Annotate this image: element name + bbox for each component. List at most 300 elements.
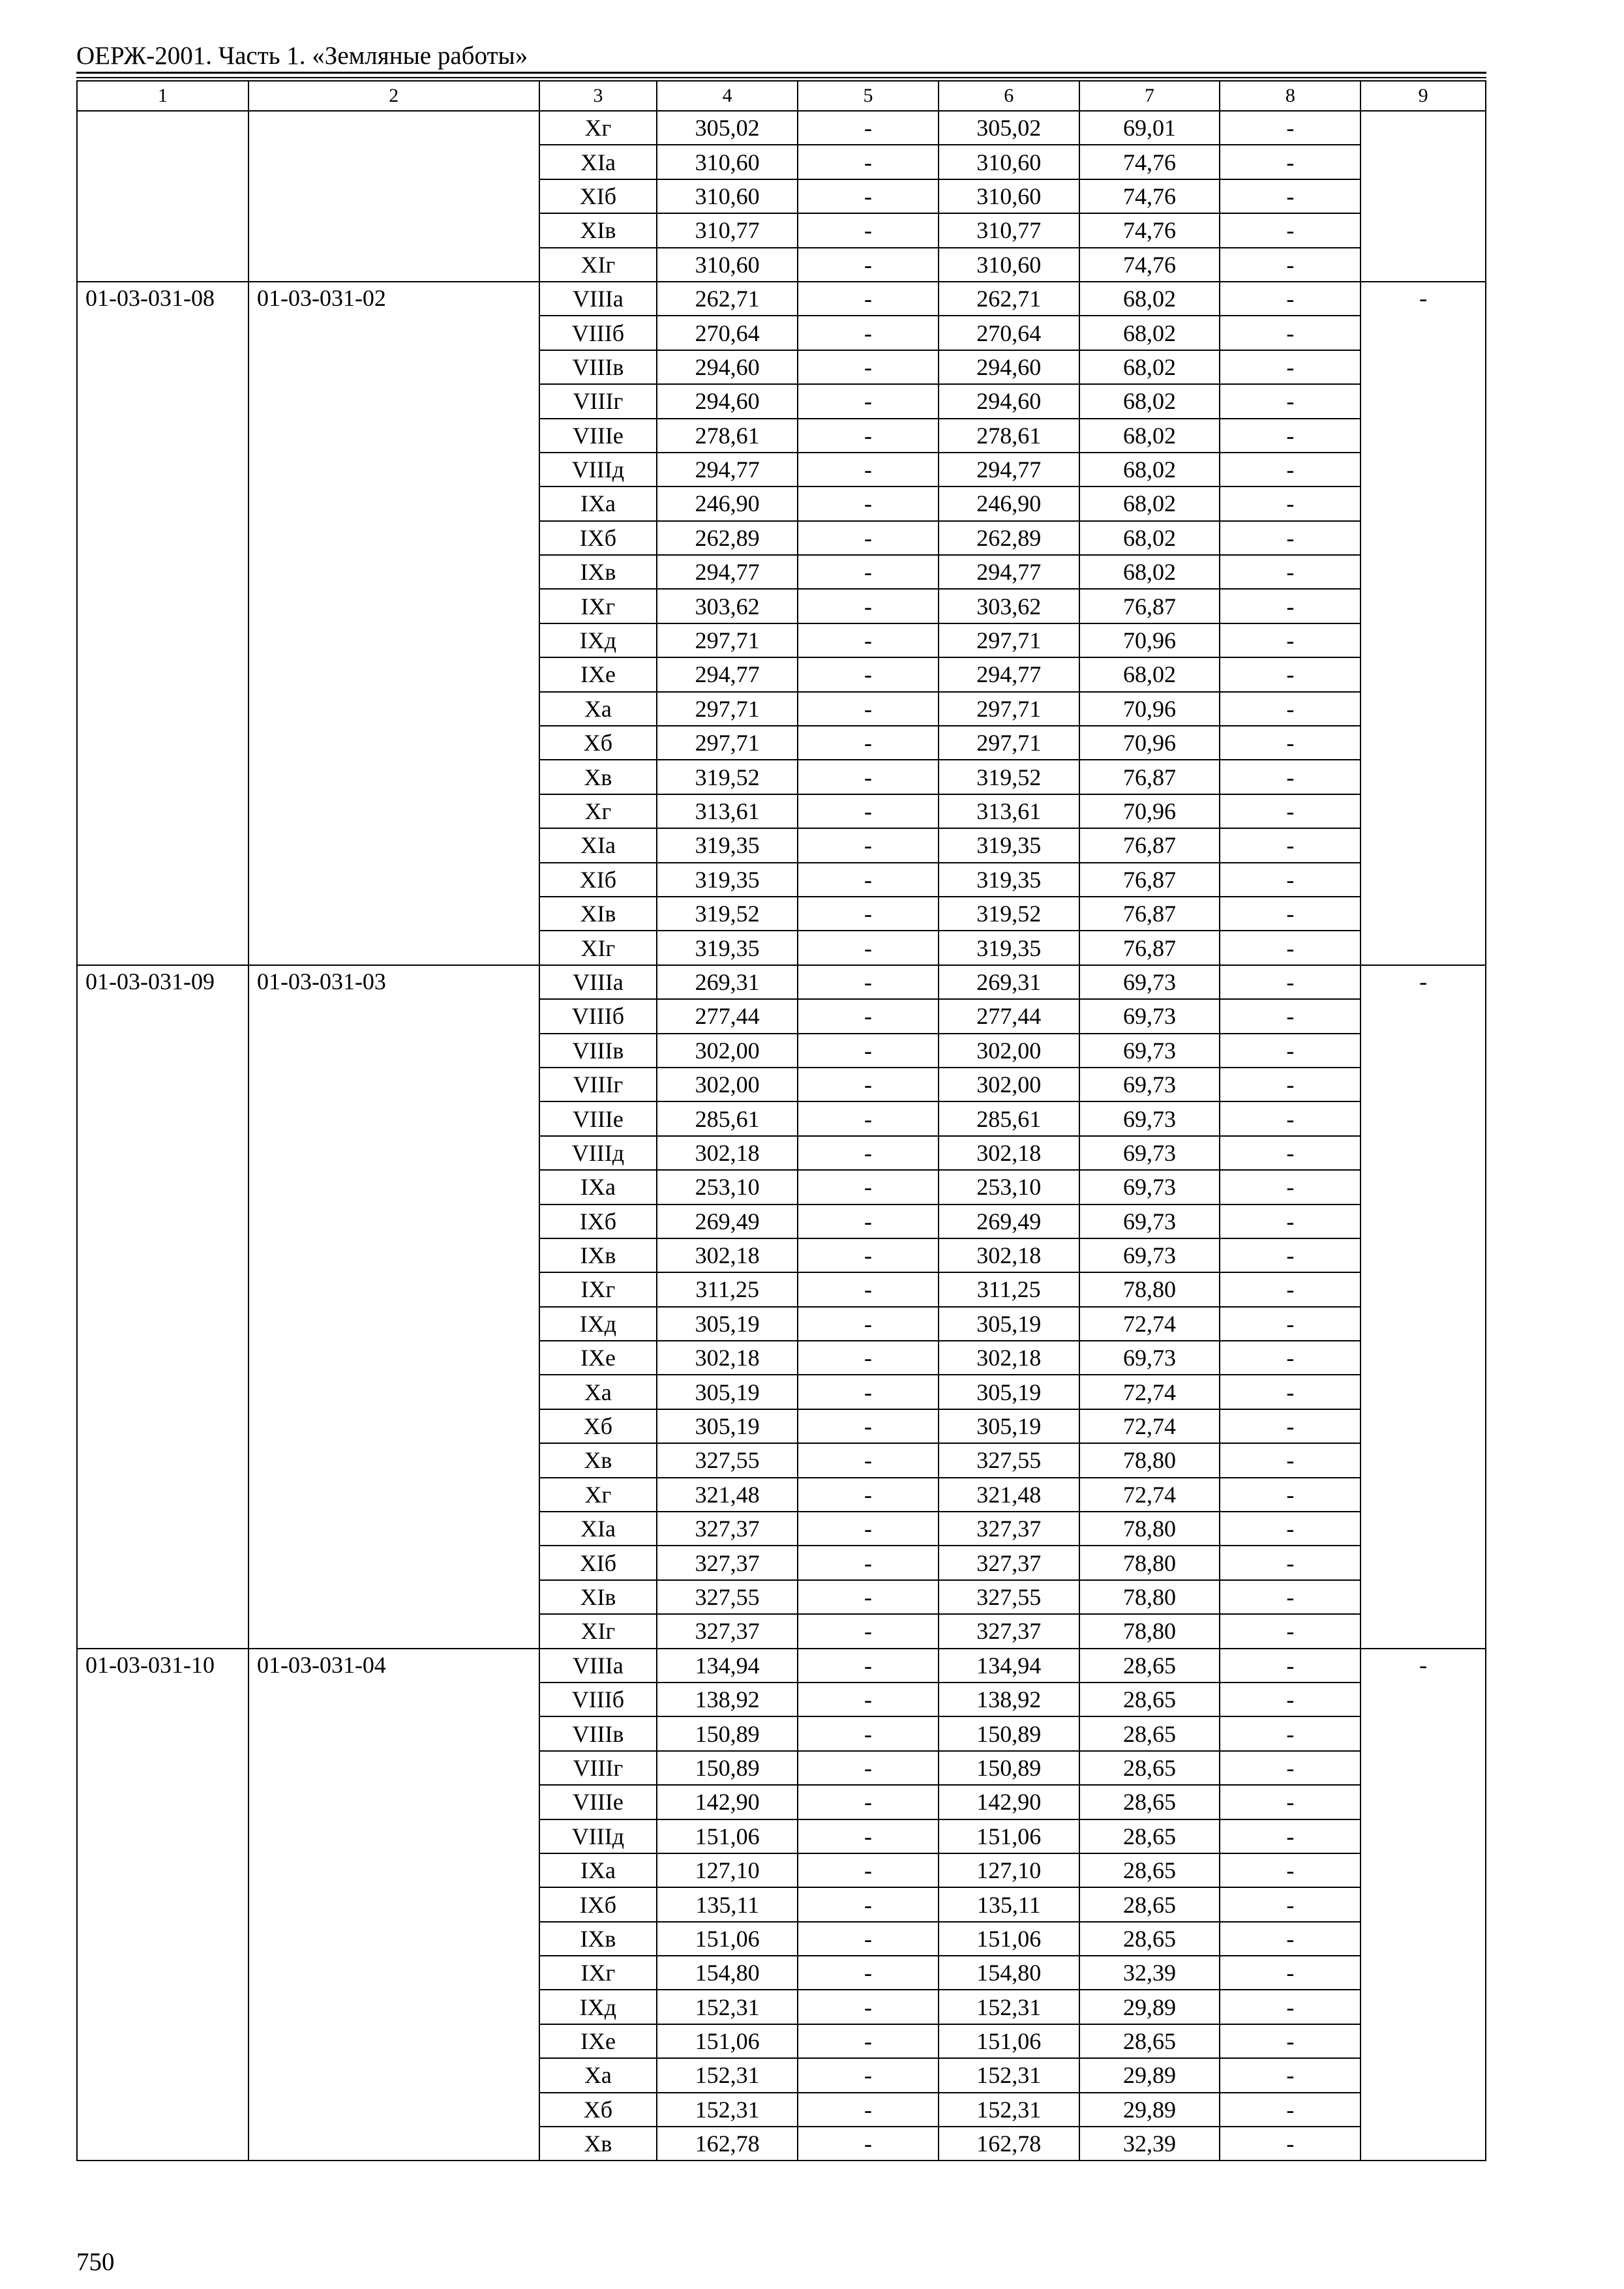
column-5-value: - xyxy=(798,2058,939,2092)
column-7-value: 69,73 xyxy=(1079,1341,1220,1375)
column-6-value: 152,31 xyxy=(939,2058,1079,2092)
total-cost: 262,89 xyxy=(657,521,798,555)
column-5-value: - xyxy=(798,1170,939,1204)
column-5-value: - xyxy=(798,1649,939,1683)
total-cost: 134,94 xyxy=(657,1649,798,1683)
soil-group: IXг xyxy=(539,1956,657,1990)
column-5-value: - xyxy=(798,863,939,897)
column-7-value: 76,87 xyxy=(1079,931,1220,965)
soil-group: XIa xyxy=(539,1512,657,1546)
column-6-value: 138,92 xyxy=(939,1683,1079,1716)
column-8-value: - xyxy=(1220,213,1361,247)
column-7-value: 74,76 xyxy=(1079,145,1220,179)
column-6-value: 294,60 xyxy=(939,350,1079,384)
column-5-value: - xyxy=(798,623,939,657)
column-7-value: 72,74 xyxy=(1079,1409,1220,1443)
total-cost: 269,31 xyxy=(657,965,798,999)
column-8-value: - xyxy=(1220,1819,1361,1853)
soil-group: XIб xyxy=(539,863,657,897)
column-6-value: 277,44 xyxy=(939,999,1079,1033)
column-7-value: 68,02 xyxy=(1079,555,1220,589)
total-cost: 302,18 xyxy=(657,1238,798,1272)
total-cost: 327,55 xyxy=(657,1580,798,1614)
column-7-value: 78,80 xyxy=(1079,1580,1220,1614)
column-5-value: - xyxy=(798,1204,939,1238)
column-7-value: 32,39 xyxy=(1079,1956,1220,1990)
column-7-value: 76,87 xyxy=(1079,863,1220,897)
total-cost: 127,10 xyxy=(657,1853,798,1887)
total-cost: 310,60 xyxy=(657,179,798,213)
column-6-value: 327,37 xyxy=(939,1614,1079,1648)
column-5-value: - xyxy=(798,1034,939,1068)
column-8-value: - xyxy=(1220,931,1361,965)
soil-group: VIIIб xyxy=(539,999,657,1033)
total-cost: 305,19 xyxy=(657,1307,798,1341)
column-8-value: - xyxy=(1220,1683,1361,1716)
column-5-value: - xyxy=(798,999,939,1033)
soil-group: VIIIв xyxy=(539,350,657,384)
soil-group: VIIIa xyxy=(539,965,657,999)
soil-group: VIIIг xyxy=(539,384,657,418)
total-cost: 319,35 xyxy=(657,828,798,862)
column-number: 3 xyxy=(539,81,657,111)
column-6-value: 150,89 xyxy=(939,1751,1079,1785)
column-number: 9 xyxy=(1361,81,1486,111)
column-7-value: 70,96 xyxy=(1079,726,1220,760)
column-5-value: - xyxy=(798,486,939,520)
total-cost: 327,37 xyxy=(657,1546,798,1579)
total-cost: 321,48 xyxy=(657,1478,798,1512)
column-8-value: - xyxy=(1220,863,1361,897)
total-cost: 294,60 xyxy=(657,384,798,418)
column-6-value: 310,60 xyxy=(939,179,1079,213)
column-8-value: - xyxy=(1220,1478,1361,1512)
column-8-value: - xyxy=(1220,282,1361,316)
soil-group: Xб xyxy=(539,726,657,760)
column-5-value: - xyxy=(798,350,939,384)
soil-group: VIIIг xyxy=(539,1068,657,1101)
column-number: 1 xyxy=(77,81,248,111)
column-8-value: - xyxy=(1220,2024,1361,2058)
table-row xyxy=(77,282,1486,316)
column-6-value: 305,19 xyxy=(939,1409,1079,1443)
soil-group: VIIIa xyxy=(539,1649,657,1683)
column-5-value: - xyxy=(798,1272,939,1306)
soil-group: XIв xyxy=(539,213,657,247)
column-7-value: 70,96 xyxy=(1079,794,1220,828)
soil-group: IXб xyxy=(539,521,657,555)
soil-group: IXa xyxy=(539,1853,657,1887)
column-7-value: 28,65 xyxy=(1079,1853,1220,1887)
column-7-value: 72,74 xyxy=(1079,1375,1220,1409)
column-7-value: 78,80 xyxy=(1079,1614,1220,1648)
column-6-value: 327,37 xyxy=(939,1546,1079,1579)
total-cost: 319,35 xyxy=(657,931,798,965)
column-7-value: 29,89 xyxy=(1079,1990,1220,2024)
column-8-value: - xyxy=(1220,384,1361,418)
column-7-value: 68,02 xyxy=(1079,453,1220,486)
column-6-value: 310,77 xyxy=(939,213,1079,247)
total-cost: 303,62 xyxy=(657,589,798,623)
column-6-value: 134,94 xyxy=(939,1649,1079,1683)
column-6-value: 303,62 xyxy=(939,589,1079,623)
column-6-value: 302,18 xyxy=(939,1341,1079,1375)
column-6-value: 285,61 xyxy=(939,1101,1079,1135)
column-5-value: - xyxy=(798,1956,939,1990)
column-5-value: - xyxy=(798,521,939,555)
column-8-value: - xyxy=(1220,1922,1361,1956)
column-7-value: 74,76 xyxy=(1079,179,1220,213)
column-7-value: 78,80 xyxy=(1079,1512,1220,1546)
soil-group: Xa xyxy=(539,2058,657,2092)
header-rule-thin xyxy=(76,77,1486,78)
total-cost: 246,90 xyxy=(657,486,798,520)
column-6-value: 319,35 xyxy=(939,863,1079,897)
column-7-value: 74,76 xyxy=(1079,213,1220,247)
column-7-value: 28,65 xyxy=(1079,1922,1220,1956)
column-5-value: - xyxy=(798,145,939,179)
column-7-value: 28,65 xyxy=(1079,1683,1220,1716)
total-cost: 310,60 xyxy=(657,145,798,179)
soil-group: XIг xyxy=(539,931,657,965)
total-cost: 319,35 xyxy=(657,863,798,897)
column-8-value: - xyxy=(1220,1614,1361,1648)
column-5-value: - xyxy=(798,1068,939,1101)
column-7-value: 28,65 xyxy=(1079,1751,1220,1785)
column-7-value: 68,02 xyxy=(1079,316,1220,350)
column-8-value: - xyxy=(1220,316,1361,350)
column-5-value: - xyxy=(798,897,939,931)
column-7-value: 68,02 xyxy=(1079,521,1220,555)
soil-group: VIIIв xyxy=(539,1716,657,1750)
total-cost: 297,71 xyxy=(657,692,798,726)
column-6-value: 294,77 xyxy=(939,453,1079,486)
rates-table xyxy=(76,80,1486,2161)
soil-group: IXд xyxy=(539,623,657,657)
table-body xyxy=(77,81,1486,2161)
column-6-value: 302,18 xyxy=(939,1136,1079,1170)
column-number: 2 xyxy=(248,81,539,111)
column-5-value: - xyxy=(798,828,939,862)
column-7-value: 28,65 xyxy=(1079,1716,1220,1750)
column-6-value: 305,02 xyxy=(939,111,1079,145)
column-7-value: 78,80 xyxy=(1079,1443,1220,1477)
column-6-value: 327,55 xyxy=(939,1443,1079,1477)
total-cost: 310,60 xyxy=(657,248,798,282)
column-5-value: - xyxy=(798,726,939,760)
total-cost: 327,37 xyxy=(657,1614,798,1648)
column-7-value: 76,87 xyxy=(1079,589,1220,623)
column-6-value: 319,52 xyxy=(939,897,1079,931)
soil-group: IXг xyxy=(539,1272,657,1306)
total-cost: 152,31 xyxy=(657,1990,798,2024)
column-9-value: - xyxy=(1361,965,1486,1649)
column-5-value: - xyxy=(798,760,939,794)
column-6-value: 327,37 xyxy=(939,1512,1079,1546)
column-5-value: - xyxy=(798,1512,939,1546)
column-number: 5 xyxy=(798,81,939,111)
column-8-value: - xyxy=(1220,1785,1361,1819)
total-cost: 305,19 xyxy=(657,1409,798,1443)
column-7-value: 28,65 xyxy=(1079,1887,1220,1921)
total-cost: 313,61 xyxy=(657,794,798,828)
column-5-value: - xyxy=(798,1853,939,1887)
column-8-value: - xyxy=(1220,1649,1361,1683)
column-7-value: 32,39 xyxy=(1079,2127,1220,2161)
column-8-value: - xyxy=(1220,1990,1361,2024)
column-5-value: - xyxy=(798,1614,939,1648)
total-cost: 151,06 xyxy=(657,2024,798,2058)
column-8-value: - xyxy=(1220,657,1361,691)
column-8-value: - xyxy=(1220,555,1361,589)
soil-group: IXе xyxy=(539,2024,657,2058)
total-cost: 150,89 xyxy=(657,1751,798,1785)
soil-group: Xa xyxy=(539,692,657,726)
soil-group: VIIIб xyxy=(539,316,657,350)
column-5-value: - xyxy=(798,931,939,965)
column-7-value: 78,80 xyxy=(1079,1272,1220,1306)
total-cost: 262,71 xyxy=(657,282,798,316)
total-cost: 135,11 xyxy=(657,1887,798,1921)
soil-group: IXд xyxy=(539,1307,657,1341)
column-5-value: - xyxy=(798,1922,939,1956)
table-row xyxy=(77,111,1486,145)
soil-group: IXa xyxy=(539,1170,657,1204)
column-8-value: - xyxy=(1220,2058,1361,2092)
column-8-value: - xyxy=(1220,726,1361,760)
column-7-value: 68,02 xyxy=(1079,384,1220,418)
column-7-value: 72,74 xyxy=(1079,1307,1220,1341)
column-8-value: - xyxy=(1220,1887,1361,1921)
soil-group: IXв xyxy=(539,1922,657,1956)
rate-code: 01-03-031-08 xyxy=(77,282,248,965)
soil-group: IXг xyxy=(539,589,657,623)
soil-group: IXв xyxy=(539,1238,657,1272)
column-6-value: 319,52 xyxy=(939,760,1079,794)
soil-group: VIIIб xyxy=(539,1683,657,1716)
running-header: ОЕРЖ-2001. Часть 1. «Земляные работы» xyxy=(76,42,528,70)
soil-group: IXе xyxy=(539,1341,657,1375)
reference-code: 01-03-031-04 xyxy=(248,1649,539,2161)
total-cost: 305,02 xyxy=(657,111,798,145)
column-6-value: 297,71 xyxy=(939,692,1079,726)
column-8-value: - xyxy=(1220,1853,1361,1887)
total-cost: 285,61 xyxy=(657,1101,798,1135)
column-7-value: 68,02 xyxy=(1079,419,1220,453)
soil-group: Xв xyxy=(539,2127,657,2161)
column-8-value: - xyxy=(1220,1204,1361,1238)
soil-group: XIa xyxy=(539,145,657,179)
column-7-value: 69,73 xyxy=(1079,1034,1220,1068)
column-number: 7 xyxy=(1079,81,1220,111)
total-cost: 270,64 xyxy=(657,316,798,350)
column-8-value: - xyxy=(1220,453,1361,486)
column-8-value: - xyxy=(1220,589,1361,623)
column-7-value: 69,73 xyxy=(1079,1238,1220,1272)
total-cost: 327,37 xyxy=(657,1512,798,1546)
soil-group: Xв xyxy=(539,1443,657,1477)
total-cost: 302,00 xyxy=(657,1068,798,1101)
header-rule-thick xyxy=(76,72,1486,74)
column-8-value: - xyxy=(1220,350,1361,384)
column-6-value: 262,89 xyxy=(939,521,1079,555)
column-8-value: - xyxy=(1220,1409,1361,1443)
soil-group: VIIIд xyxy=(539,1136,657,1170)
column-7-value: 29,89 xyxy=(1079,2058,1220,2092)
column-7-value: 70,96 xyxy=(1079,692,1220,726)
total-cost: 278,61 xyxy=(657,419,798,453)
column-5-value: - xyxy=(798,248,939,282)
soil-group: IXa xyxy=(539,486,657,520)
column-6-value: 151,06 xyxy=(939,1819,1079,1853)
total-cost: 138,92 xyxy=(657,1683,798,1716)
column-7-value: 72,74 xyxy=(1079,1478,1220,1512)
total-cost: 154,80 xyxy=(657,1956,798,1990)
column-8-value: - xyxy=(1220,1034,1361,1068)
soil-group: VIIIв xyxy=(539,1034,657,1068)
column-6-value: 154,80 xyxy=(939,1956,1079,1990)
column-8-value: - xyxy=(1220,111,1361,145)
column-7-value: 69,73 xyxy=(1079,1204,1220,1238)
column-6-value: 150,89 xyxy=(939,1716,1079,1750)
column-8-value: - xyxy=(1220,760,1361,794)
column-number: 4 xyxy=(657,81,798,111)
column-6-value: 319,35 xyxy=(939,931,1079,965)
soil-group: VIIIд xyxy=(539,1819,657,1853)
column-7-value: 69,01 xyxy=(1079,111,1220,145)
column-7-value: 68,02 xyxy=(1079,282,1220,316)
column-7-value: 29,89 xyxy=(1079,2093,1220,2127)
column-8-value: - xyxy=(1220,1136,1361,1170)
column-8-value: - xyxy=(1220,2093,1361,2127)
column-6-value: 152,31 xyxy=(939,2093,1079,2127)
column-6-value: 294,77 xyxy=(939,657,1079,691)
column-8-value: - xyxy=(1220,486,1361,520)
soil-group: XIг xyxy=(539,248,657,282)
column-8-value: - xyxy=(1220,1101,1361,1135)
column-8-value: - xyxy=(1220,692,1361,726)
column-7-value: 69,73 xyxy=(1079,1170,1220,1204)
column-7-value: 28,65 xyxy=(1079,1649,1220,1683)
soil-group: VIIIa xyxy=(539,282,657,316)
column-5-value: - xyxy=(798,179,939,213)
column-7-value: 74,76 xyxy=(1079,248,1220,282)
soil-group: IXв xyxy=(539,555,657,589)
total-cost: 150,89 xyxy=(657,1716,798,1750)
column-8-value: - xyxy=(1220,1751,1361,1785)
column-5-value: - xyxy=(798,1546,939,1579)
column-5-value: - xyxy=(798,1375,939,1409)
column-6-value: 311,25 xyxy=(939,1272,1079,1306)
column-8-value: - xyxy=(1220,1546,1361,1579)
column-5-value: - xyxy=(798,1716,939,1750)
column-8-value: - xyxy=(1220,1375,1361,1409)
column-6-value: 253,10 xyxy=(939,1170,1079,1204)
column-6-value: 152,31 xyxy=(939,1990,1079,2024)
total-cost: 253,10 xyxy=(657,1170,798,1204)
column-5-value: - xyxy=(798,1990,939,2024)
column-5-value: - xyxy=(798,2093,939,2127)
column-8-value: - xyxy=(1220,1068,1361,1101)
total-cost: 142,90 xyxy=(657,1785,798,1819)
rate-code: 01-03-031-10 xyxy=(77,1649,248,2161)
column-7-value: 28,65 xyxy=(1079,1785,1220,1819)
column-8-value: - xyxy=(1220,521,1361,555)
column-6-value: 269,49 xyxy=(939,1204,1079,1238)
column-7-value: 76,87 xyxy=(1079,897,1220,931)
column-7-value: 28,65 xyxy=(1079,2024,1220,2058)
column-5-value: - xyxy=(798,384,939,418)
total-cost: 311,25 xyxy=(657,1272,798,1306)
total-cost: 151,06 xyxy=(657,1922,798,1956)
column-5-value: - xyxy=(798,692,939,726)
column-6-value: 151,06 xyxy=(939,2024,1079,2058)
column-6-value: 305,19 xyxy=(939,1375,1079,1409)
total-cost: 277,44 xyxy=(657,999,798,1033)
soil-group: XIв xyxy=(539,897,657,931)
total-cost: 162,78 xyxy=(657,2127,798,2161)
column-6-value: 297,71 xyxy=(939,623,1079,657)
rate-code xyxy=(77,111,248,282)
soil-group: Xб xyxy=(539,1409,657,1443)
column-9-value: - xyxy=(1361,1649,1486,2161)
column-9-value xyxy=(1361,111,1486,282)
soil-group: VIIIд xyxy=(539,453,657,486)
total-cost: 294,77 xyxy=(657,657,798,691)
column-8-value: - xyxy=(1220,1341,1361,1375)
column-8-value: - xyxy=(1220,419,1361,453)
column-6-value: 294,77 xyxy=(939,555,1079,589)
column-5-value: - xyxy=(798,1341,939,1375)
total-cost: 327,55 xyxy=(657,1443,798,1477)
column-8-value: - xyxy=(1220,794,1361,828)
column-5-value: - xyxy=(798,1683,939,1716)
total-cost: 297,71 xyxy=(657,726,798,760)
column-7-value: 68,02 xyxy=(1079,350,1220,384)
column-6-value: 270,64 xyxy=(939,316,1079,350)
column-8-value: - xyxy=(1220,1170,1361,1204)
column-8-value: - xyxy=(1220,965,1361,999)
column-7-value: 28,65 xyxy=(1079,1819,1220,1853)
column-7-value: 78,80 xyxy=(1079,1546,1220,1579)
column-5-value: - xyxy=(798,965,939,999)
column-8-value: - xyxy=(1220,1307,1361,1341)
column-8-value: - xyxy=(1220,145,1361,179)
column-6-value: 302,18 xyxy=(939,1238,1079,1272)
soil-group: VIIIе xyxy=(539,419,657,453)
column-6-value: 310,60 xyxy=(939,248,1079,282)
column-6-value: 297,71 xyxy=(939,726,1079,760)
total-cost: 302,18 xyxy=(657,1136,798,1170)
table-row xyxy=(77,965,1486,999)
column-8-value: - xyxy=(1220,897,1361,931)
column-5-value: - xyxy=(798,1887,939,1921)
soil-group: XIa xyxy=(539,828,657,862)
column-6-value: 319,35 xyxy=(939,828,1079,862)
soil-group: Xв xyxy=(539,760,657,794)
total-cost: 152,31 xyxy=(657,2093,798,2127)
column-7-value: 76,87 xyxy=(1079,760,1220,794)
column-5-value: - xyxy=(798,1101,939,1135)
column-5-value: - xyxy=(798,589,939,623)
column-6-value: 151,06 xyxy=(939,1922,1079,1956)
column-6-value: 321,48 xyxy=(939,1478,1079,1512)
column-8-value: - xyxy=(1220,1512,1361,1546)
rate-code: 01-03-031-09 xyxy=(77,965,248,1649)
column-7-value: 69,73 xyxy=(1079,1101,1220,1135)
column-5-value: - xyxy=(798,1136,939,1170)
column-6-value: 305,19 xyxy=(939,1307,1079,1341)
